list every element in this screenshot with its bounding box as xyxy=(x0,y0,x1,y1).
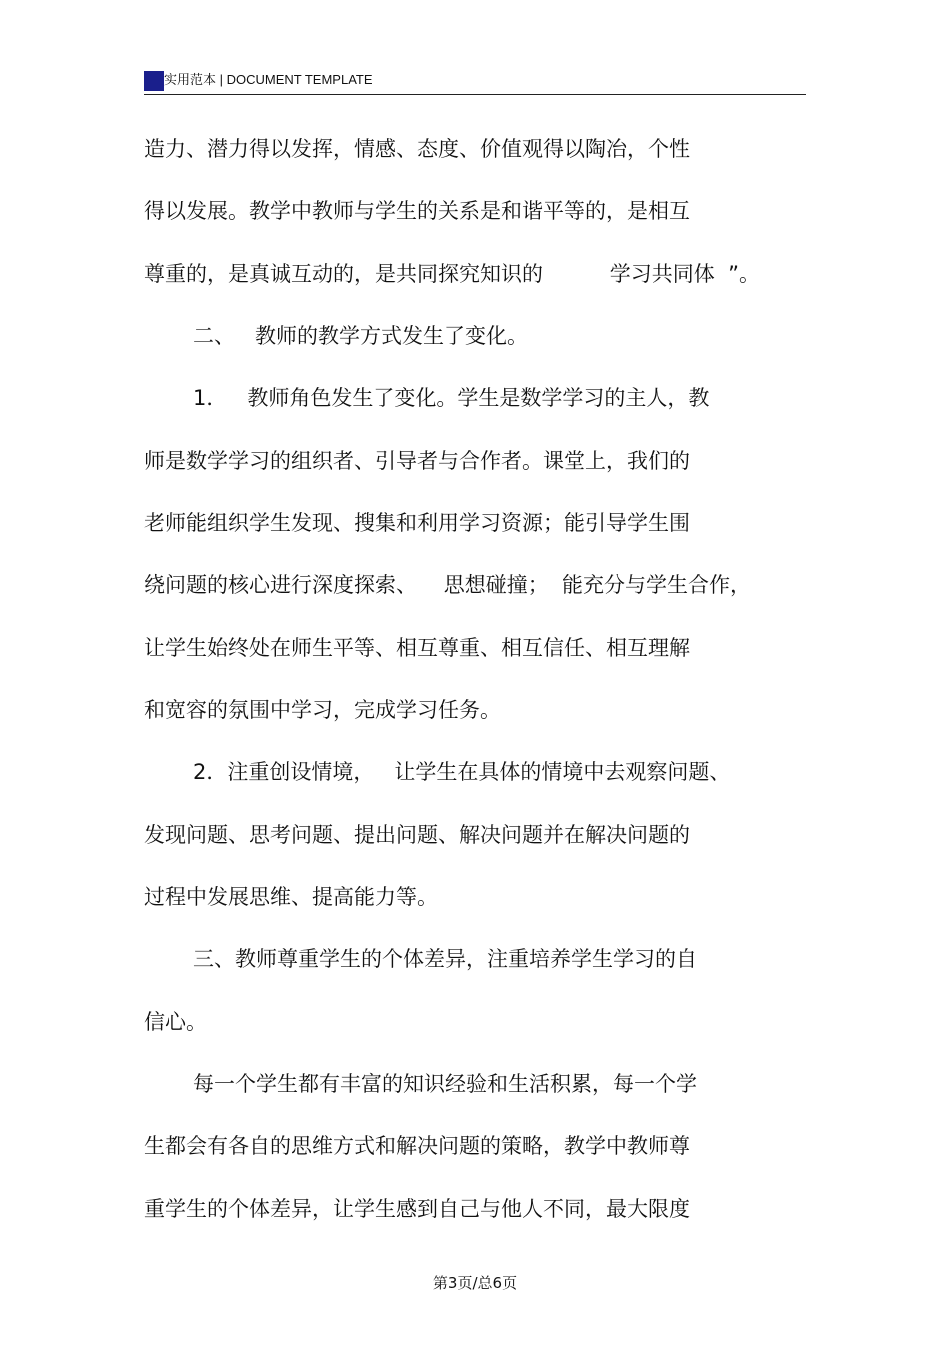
body-line: 每一个学生都有丰富的知识经验和生活积累，每一个学 xyxy=(193,1072,697,1096)
page-footer: 第3页/总6页 xyxy=(432,1274,518,1292)
body-line: 得以发展。教学中教师与学生的关系是和谐平等的，是相互 xyxy=(144,199,690,223)
body-line: 生都会有各自的思维方式和解决问题的策略，教学中教师尊 xyxy=(144,1134,690,1158)
body-line: 发现问题、思考问题、提出问题、解决问题并在解决问题的 xyxy=(144,823,690,847)
body-line: 让学生始终处在师生平等、相互尊重、相互信任、相互理解 xyxy=(144,636,690,660)
header-logo-square xyxy=(144,71,164,91)
body-line: 造力、潜力得以发挥，情感、态度、价值观得以陶冶，个性 xyxy=(144,137,690,161)
body-line: 师是数学学习的组织者、引导者与合作者。课堂上，我们的 xyxy=(144,449,690,473)
body-line: 2．注重创设情境， 让学生在具体的情境中去观察问题、 xyxy=(193,760,731,784)
section-heading-2: 二、 教师的教学方式发生了变化。 xyxy=(193,324,529,348)
body-line: 重学生的个体差异，让学生感到自己与他人不同，最大限度 xyxy=(144,1197,690,1221)
body-line: 绕问题的核心进行深度探索、 思想碰撞； 能充分与学生合作， xyxy=(144,573,752,597)
body-line: 信心。 xyxy=(144,1010,207,1034)
body-line: 尊重的，是真诚互动的，是共同探究知识的 学习共同体 ”。 xyxy=(144,262,760,286)
section-heading-3: 三、教师尊重学生的个体差异，注重培养学生学习的自 xyxy=(193,947,697,971)
page-header xyxy=(144,68,806,95)
body-line: 1． 教师角色发生了变化。学生是数学学习的主人，教 xyxy=(193,386,710,410)
body-line: 老师能组织学生发现、搜集和利用学习资源；能引导学生围 xyxy=(144,511,690,535)
header-title: 实用范本 | DOCUMENT TEMPLATE xyxy=(164,72,373,87)
body-line: 过程中发展思维、提高能力等。 xyxy=(144,885,438,909)
body-line: 和宽容的氛围中学习，完成学习任务。 xyxy=(144,698,501,722)
